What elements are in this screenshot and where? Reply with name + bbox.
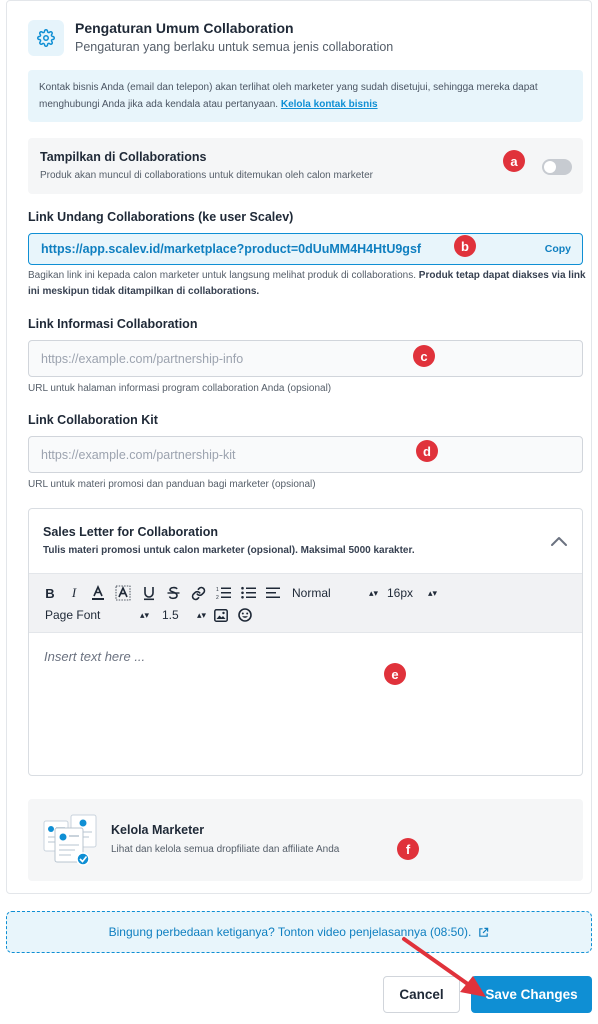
link-icon[interactable] [190,584,206,602]
sales-letter-editor[interactable] [29,633,582,775]
sales-letter-title: Sales Letter for Collaboration [43,525,219,539]
show-in-collaborations-switch[interactable] [542,159,572,175]
info-link-help: URL untuk halaman informasi program collaboration Anda (opsional) [28,383,332,394]
collaboration-settings-card [6,0,592,894]
select-arrows-icon: ▴▾ [368,587,378,598]
invite-link-label: Link Undang Collaborations (ke user Scalev) [28,210,294,224]
invite-help-text: Bagikan link ini kepada calon marketer untuk langsung melihat produk di collaborations. [28,270,417,281]
svg-text:1: 1 [215,587,219,593]
bold-icon[interactable]: B [45,585,55,601]
page-subtitle: Pengaturan yang berlaku untuk semua jenis collaboration [75,40,394,54]
cancel-button[interactable]: Cancel [383,976,460,1013]
marketer-illustration-icon [41,813,99,867]
marker-a: a [503,150,525,172]
marker-f: f [397,838,419,860]
invite-link-field[interactable] [28,233,583,265]
emoji-icon[interactable] [237,606,253,624]
italic-icon[interactable]: I [71,585,77,600]
gear-icon [28,20,64,56]
ordered-list-icon[interactable] [215,584,231,602]
select-arrows-icon: ▴▾ [196,609,206,620]
select-arrows-icon: ▴▾ [139,609,149,620]
chevron-up-icon[interactable] [550,535,568,547]
format-select[interactable] [292,584,378,602]
sales-letter-subtitle: Tulis materi promosi untuk calon marketer (opsional). Maksimal 5000 karakter. [43,545,415,556]
invite-link-value[interactable]: https://app.scalev.id/marketplace?product=0dUuMM4H4HtU9gsf [41,242,422,256]
font-size-select[interactable] [387,584,437,602]
image-icon[interactable] [213,606,229,624]
select-arrows-icon: ▴▾ [427,587,437,598]
marker-c: c [413,345,435,367]
kit-link-label: Link Collaboration Kit [28,413,158,427]
save-changes-button[interactable]: Save Changes [471,976,592,1013]
toggle-subtitle: Produk akan muncul di collaborations untuk ditemukan oleh calon marketer [40,170,373,181]
marketer-title: Kelola Marketer [111,823,205,837]
marketer-subtitle: Lihat dan kelola semua dropfiliate dan affiliate Anda [111,844,340,855]
sales-letter-panel [28,508,583,776]
contact-info-banner [28,70,583,122]
manage-marketer-card[interactable] [28,799,583,881]
editor-toolbar [29,573,582,633]
video-explainer-link[interactable] [6,911,592,953]
info-link-input[interactable] [28,340,583,377]
font-family-value: Page Font [45,608,101,622]
font-size-value: 16px [387,586,414,600]
line-height-value: 1.5 [162,608,179,622]
kit-link-help: URL untuk materi promosi dan panduan bagi marketer (opsional) [28,479,316,490]
highlight-icon[interactable] [115,584,131,602]
info-link-label: Link Informasi Collaboration [28,317,198,331]
align-icon[interactable] [265,584,281,602]
kit-link-input[interactable] [28,436,583,473]
contact-info-text: Kontak bisnis Anda (email dan telepon) akan terlihat oleh marketer yang sudah disetujui, sehingga mereka dapat menghubungi Anda jika ada kendala atau pertanyaan. [39,82,538,110]
marker-b: b [454,235,476,257]
line-height-select[interactable] [162,606,206,624]
underline-icon[interactable] [142,584,156,602]
strikethrough-icon[interactable] [166,584,180,602]
show-in-collaborations-row [28,138,583,194]
invite-help-bold: Produk tetap dapat diakses via link ini meskipun tidak ditampilkan di collaborations. [28,270,586,297]
bullet-list-icon[interactable] [240,584,256,602]
toggle-title: Tampilkan di Collaborations [40,150,207,164]
pointer-arrow-icon [400,935,490,1000]
marker-e: e [384,663,406,685]
manage-contact-link[interactable]: Kelola kontak bisnis [280,99,378,110]
format-value: Normal [292,586,331,600]
video-text: Bingung perbedaan ketiganya? Tonton video penjelasannya (08:50). [108,925,472,939]
marker-d: d [416,440,438,462]
page-title: Pengaturan Umum Collaboration [75,20,294,36]
invite-link-help [28,268,588,300]
copy-button[interactable]: Copy [544,243,571,255]
text-color-icon[interactable] [90,584,106,602]
font-family-select[interactable] [45,606,149,624]
svg-text:2: 2 [215,595,219,600]
editor-placeholder: Insert text here ... [44,649,146,664]
